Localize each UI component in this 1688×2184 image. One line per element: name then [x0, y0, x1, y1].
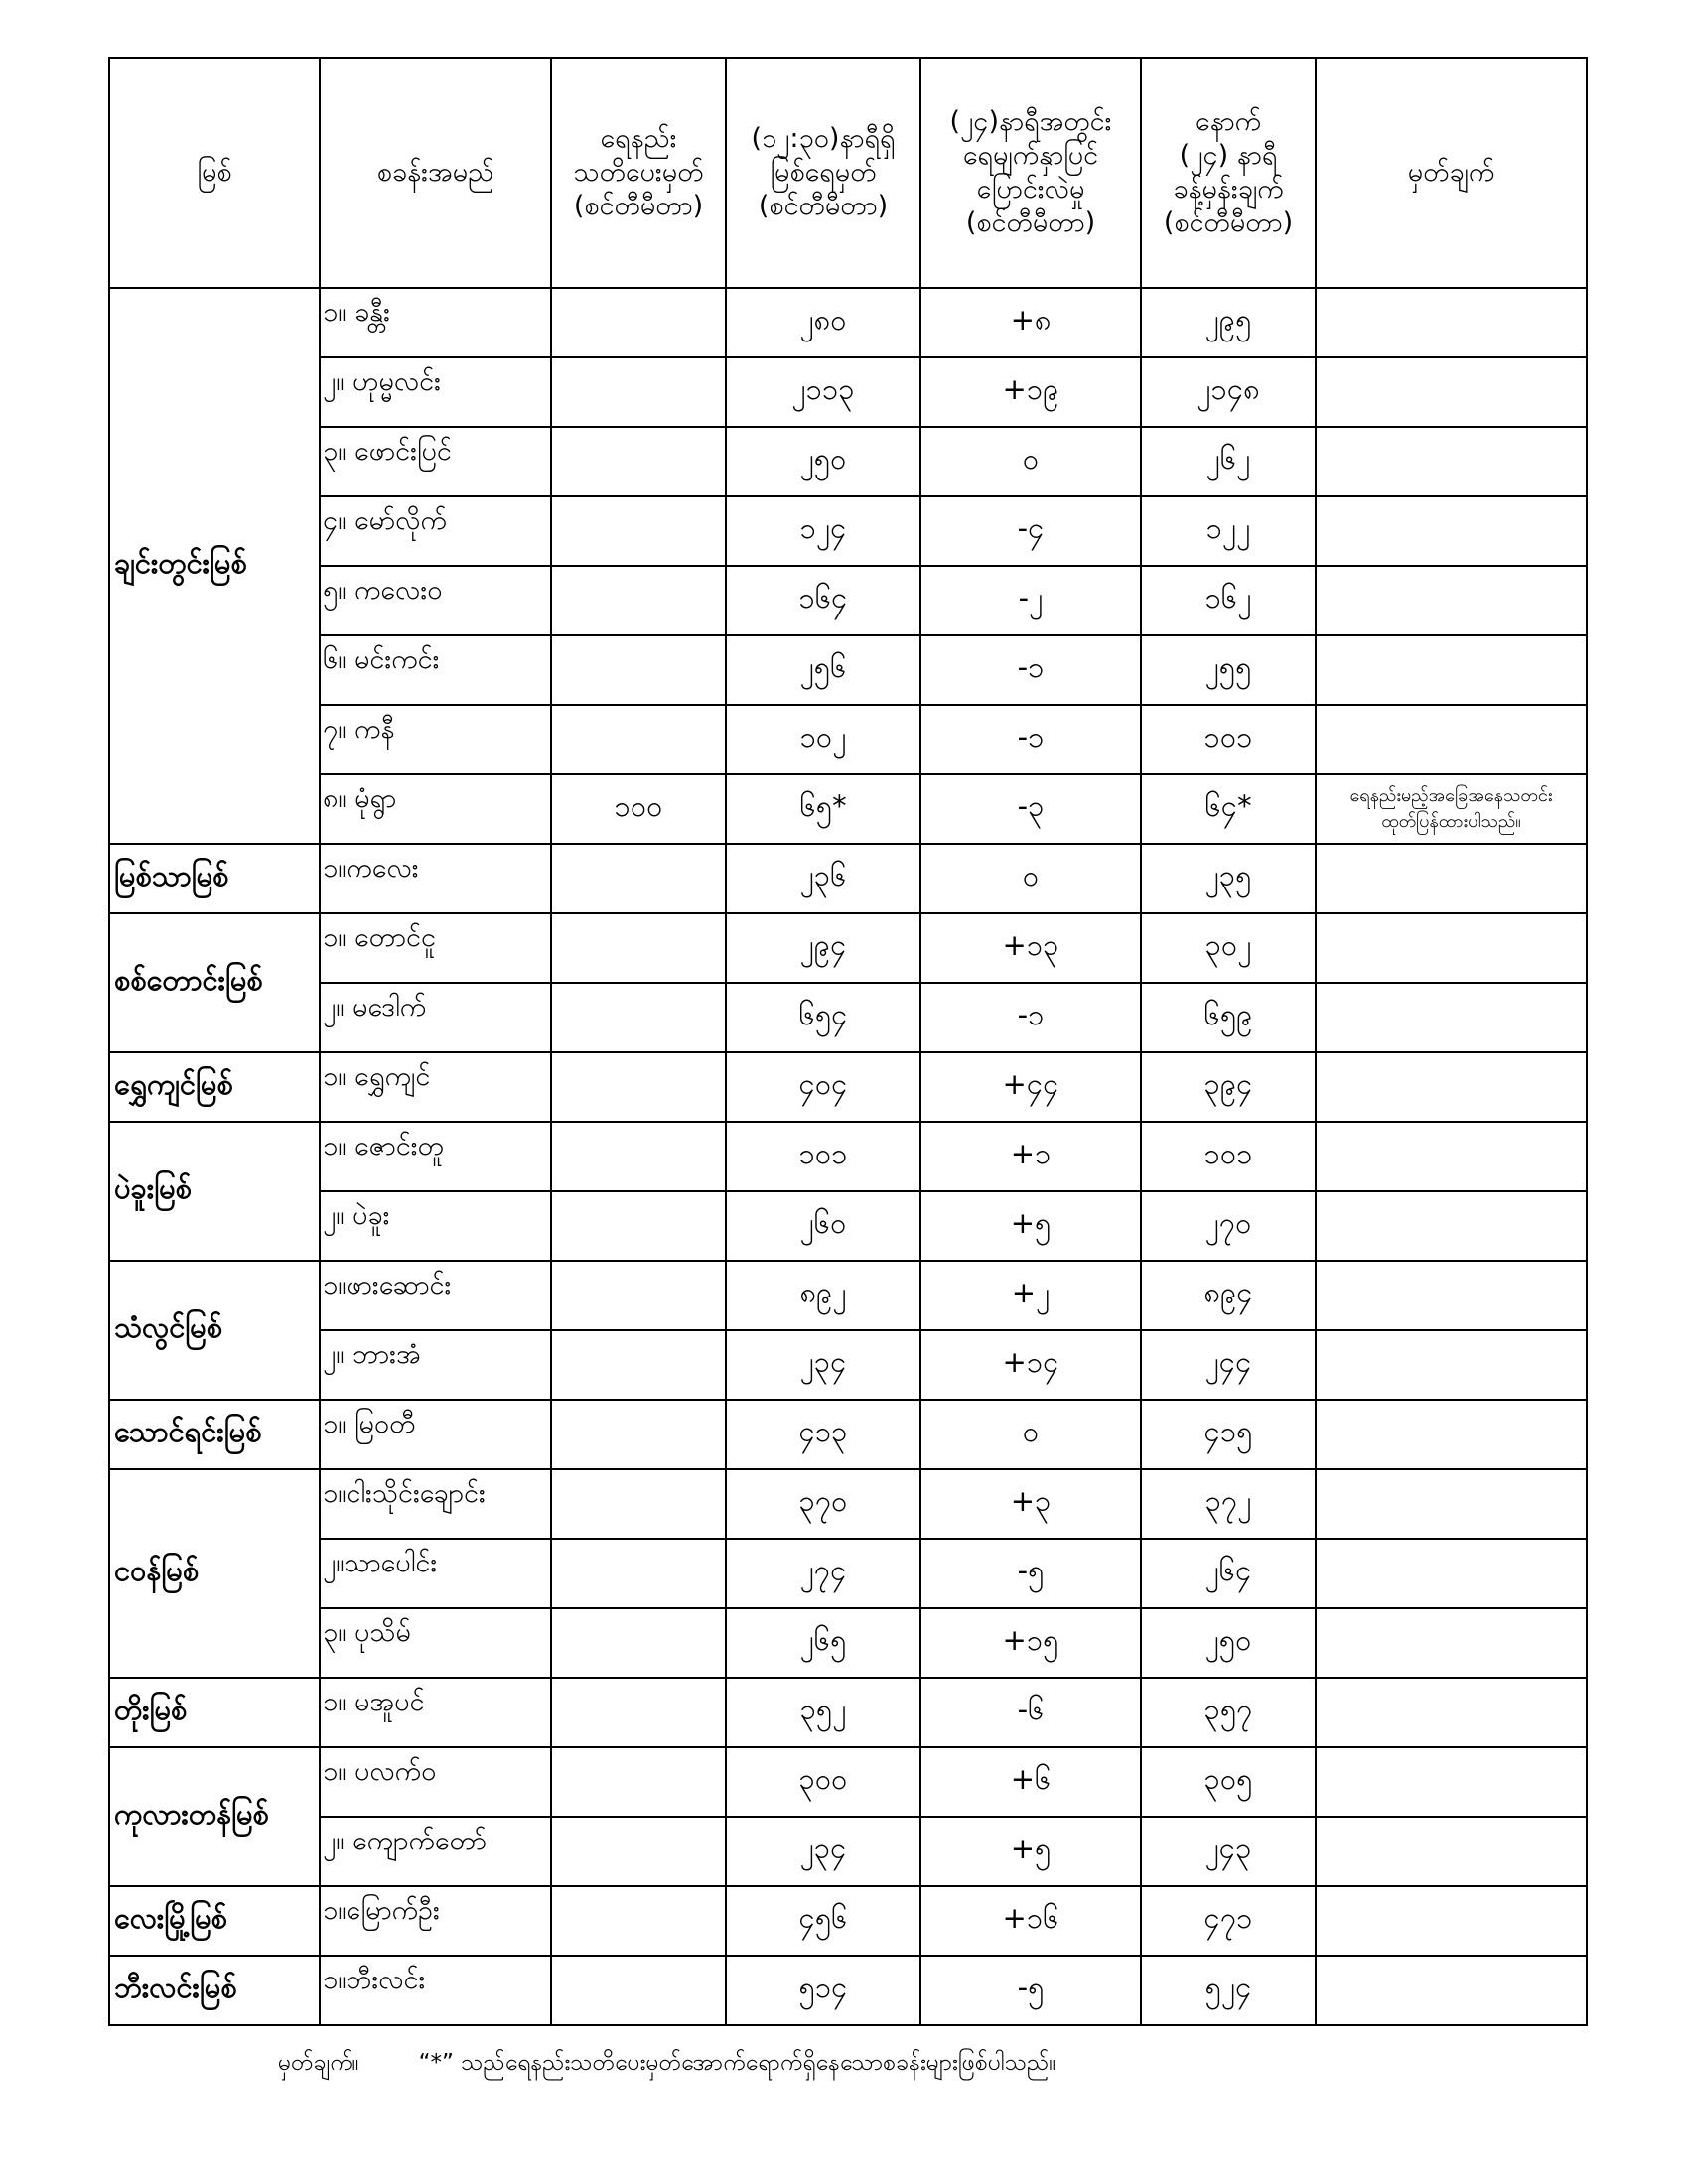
remark	[1316, 288, 1587, 357]
table-row	[109, 1261, 1587, 1330]
remark	[1316, 1747, 1587, 1817]
low-warning-level	[551, 357, 726, 427]
forecast-level: ၄၁၅	[1141, 1400, 1316, 1469]
remark	[1316, 635, 1587, 705]
low-warning-level	[551, 1330, 726, 1400]
forecast-level: ၁၀၁	[1141, 705, 1316, 774]
current-level: ၂၃၆	[726, 844, 920, 913]
level-change: ၀	[920, 1400, 1141, 1469]
low-warning-level	[551, 1817, 726, 1886]
station-name: ၂။သာပေါင်း	[320, 1539, 551, 1608]
low-warning-level	[551, 1678, 726, 1747]
station-name: ၁။မြောက်ဦး	[320, 1886, 551, 1956]
table-row	[109, 1678, 1587, 1747]
current-level: ၂၅၀	[726, 427, 920, 496]
header-remarks: မှတ်ချက်	[1316, 58, 1587, 288]
table-row	[109, 1747, 1587, 1817]
forecast-level: ၂၅၅	[1141, 635, 1316, 705]
table-row	[109, 357, 1587, 427]
river-name: ချင်းတွင်းမြစ်	[109, 288, 320, 844]
station-name: ၄။ မော်လိုက်	[320, 496, 551, 566]
forecast-level: ၃၅၇	[1141, 1678, 1316, 1747]
remark	[1316, 1400, 1587, 1469]
station-name: ၁။ဘီးလင်း	[320, 1956, 551, 2025]
level-change: -၁	[920, 635, 1141, 705]
low-warning-level	[551, 1191, 726, 1261]
forecast-level: ၃၇၂	[1141, 1469, 1316, 1539]
forecast-level: ၂၄၃	[1141, 1817, 1316, 1886]
level-change: +၈	[920, 288, 1141, 357]
table-row	[109, 913, 1587, 983]
current-level: ၃၇၀	[726, 1469, 920, 1539]
table-row	[109, 1539, 1587, 1608]
low-warning-level	[551, 1052, 726, 1122]
remark	[1316, 983, 1587, 1052]
station-name: ၁။ မြဝတီ	[320, 1400, 551, 1469]
station-name: ၁။ မအူပင်	[320, 1678, 551, 1747]
table-row	[109, 1886, 1587, 1956]
low-warning-level	[551, 1886, 726, 1956]
level-change: +၅	[920, 1191, 1141, 1261]
current-level: ၂၇၄	[726, 1539, 920, 1608]
low-warning-level	[551, 1261, 726, 1330]
level-change: -၅	[920, 1539, 1141, 1608]
current-level: ၂၆၀	[726, 1191, 920, 1261]
header-river: မြစ်	[109, 58, 320, 288]
forecast-level: ၄၇၁	[1141, 1886, 1316, 1956]
river-name: မြစ်သာမြစ်	[109, 844, 320, 913]
level-change: +၁၃	[920, 913, 1141, 983]
table-row	[109, 983, 1587, 1052]
table-row	[109, 705, 1587, 774]
station-name: ၁။ ရွှေကျင်	[320, 1052, 551, 1122]
header-24h-change: (၂၄)နာရီအတွင်း ရေမျက်နှာပြင် ပြောင်းလဲမှု (စင်တီမီတာ)	[920, 58, 1141, 288]
level-change: ၀	[920, 844, 1141, 913]
low-warning-level	[551, 1469, 726, 1539]
table-row	[109, 774, 1587, 844]
level-change: +၁၉	[920, 357, 1141, 427]
table-row	[109, 1817, 1587, 1886]
remark	[1316, 496, 1587, 566]
table-row	[109, 288, 1587, 357]
level-change: +၁၅	[920, 1608, 1141, 1678]
level-change: +၂	[920, 1261, 1141, 1330]
level-change: -၅	[920, 1956, 1141, 2025]
river-name: တိုးမြစ်	[109, 1678, 320, 1747]
footnote-text: “*” သည်ရေနည်းသတိပေးမှတ်အောက်ရောက်ရှိနေသောစခန်းများဖြစ်ပါသည်။	[418, 2050, 1056, 2076]
table-row	[109, 496, 1587, 566]
forecast-level: ၃၉၄	[1141, 1052, 1316, 1122]
current-level: ၃၅၂	[726, 1678, 920, 1747]
river-name: ပဲခူးမြစ်	[109, 1122, 320, 1261]
remark	[1316, 357, 1587, 427]
station-name: ၆။ မင်းကင်း	[320, 635, 551, 705]
remark	[1316, 427, 1587, 496]
river-name: သံလွင်မြစ်	[109, 1261, 320, 1400]
header-24h-forecast: နောက် (၂၄) နာရီ ခန့်မှန်းချက် (စင်တီမီတာ)	[1141, 58, 1316, 288]
river-name: လေးမြို့မြစ်	[109, 1886, 320, 1956]
station-name: ၃။ ဖောင်းပြင်	[320, 427, 551, 496]
river-level-table	[108, 57, 1588, 2026]
low-warning-level	[551, 1956, 726, 2025]
remark	[1316, 1261, 1587, 1330]
forecast-level: ၂၅၀	[1141, 1608, 1316, 1678]
forecast-level: ၆၅၉	[1141, 983, 1316, 1052]
current-level: ၂၈၀	[726, 288, 920, 357]
remark	[1316, 844, 1587, 913]
table-row	[109, 844, 1587, 913]
remark	[1316, 1956, 1587, 2025]
current-level: ၄၅၆	[726, 1886, 920, 1956]
station-name: ၇။ ကနီ	[320, 705, 551, 774]
station-name: ၂။ ဘားအံ	[320, 1330, 551, 1400]
table-row	[109, 566, 1587, 635]
table-row	[109, 635, 1587, 705]
forecast-level: ၂၆၂	[1141, 427, 1316, 496]
station-name: ၂။ ကျောက်တော်	[320, 1817, 551, 1886]
station-name: ၃။ ပုသိမ်	[320, 1608, 551, 1678]
forecast-level: ၂၇၀	[1141, 1191, 1316, 1261]
remark	[1316, 1539, 1587, 1608]
low-warning-level	[551, 844, 726, 913]
current-level: ၆၅*	[726, 774, 920, 844]
station-name: ၁။ ခန္တီး	[320, 288, 551, 357]
remark	[1316, 1122, 1587, 1191]
river-name: စစ်တောင်းမြစ်	[109, 913, 320, 1052]
station-name: ၂။ ပဲခူး	[320, 1191, 551, 1261]
forecast-level: ၂၉၅	[1141, 288, 1316, 357]
current-level: ၄၁၃	[726, 1400, 920, 1469]
level-change: -၂	[920, 566, 1141, 635]
level-change: +၅	[920, 1817, 1141, 1886]
table-row	[109, 1608, 1587, 1678]
low-warning-level	[551, 427, 726, 496]
current-level: ၂၉၄	[726, 913, 920, 983]
low-warning-level	[551, 288, 726, 357]
station-name: ၁။ငါးသိုင်းချောင်း	[320, 1469, 551, 1539]
table-row	[109, 427, 1587, 496]
header-station: စခန်းအမည်	[320, 58, 551, 288]
river-name: သောင်ရင်းမြစ်	[109, 1400, 320, 1469]
table-row	[109, 1330, 1587, 1400]
station-name: ၂။ မဒေါက်	[320, 983, 551, 1052]
river-level-report	[108, 57, 1586, 2026]
remark	[1316, 1330, 1587, 1400]
level-change: +၁	[920, 1122, 1141, 1191]
level-change: +၄၄	[920, 1052, 1141, 1122]
station-name: ၁။ ဇောင်းတူ	[320, 1122, 551, 1191]
low-warning-level	[551, 705, 726, 774]
level-change: +၃	[920, 1469, 1141, 1539]
remark	[1316, 1678, 1587, 1747]
current-level: ၁၆၄	[726, 566, 920, 635]
low-warning-level	[551, 1539, 726, 1608]
level-change: -၆	[920, 1678, 1141, 1747]
remark	[1316, 1886, 1587, 1956]
current-level: ၂၁၁၃	[726, 357, 920, 427]
station-name: ၁။ ပလက်ဝ	[320, 1747, 551, 1817]
forecast-level: ၂၄၄	[1141, 1330, 1316, 1400]
low-warning-level	[551, 913, 726, 983]
current-level: ၄၀၄	[726, 1052, 920, 1122]
station-name: ၁။ကလေး	[320, 844, 551, 913]
level-change: +၁၄	[920, 1330, 1141, 1400]
current-level: ၆၅၄	[726, 983, 920, 1052]
header-low-warning: ရေနည်း သတိပေးမှတ် (စင်တီမီတာ)	[551, 58, 726, 288]
station-name: ၅။ ကလေးဝ	[320, 566, 551, 635]
remark	[1316, 1817, 1587, 1886]
level-change: +၆	[920, 1747, 1141, 1817]
forecast-level: ၃၀၂	[1141, 913, 1316, 983]
current-level: ၁၀၁	[726, 1122, 920, 1191]
level-change: -၄	[920, 496, 1141, 566]
level-change: -၃	[920, 774, 1141, 844]
forecast-level: ၂၃၅	[1141, 844, 1316, 913]
table-row	[109, 1400, 1587, 1469]
current-level: ၈၉၂	[726, 1261, 920, 1330]
forecast-level: ၆၄*	[1141, 774, 1316, 844]
forecast-level: ၁၂၂	[1141, 496, 1316, 566]
remark	[1316, 705, 1587, 774]
current-level: ၂၃၄	[726, 1817, 920, 1886]
current-level: ၅၁၄	[726, 1956, 920, 2025]
station-name: ၁။ တောင်ငူ	[320, 913, 551, 983]
station-name: ၈။ မုံရွာ	[320, 774, 551, 844]
header-current-level: (၁၂:၃၀)နာရီရှိ မြစ်ရေမှတ် (စင်တီမီတာ)	[726, 58, 920, 288]
table-row	[109, 1052, 1587, 1122]
current-level: ၃၀၀	[726, 1747, 920, 1817]
forecast-level: ၃၀၅	[1141, 1747, 1316, 1817]
level-change: -၁	[920, 705, 1141, 774]
remark	[1316, 1052, 1587, 1122]
footnote	[278, 2048, 1055, 2082]
station-name: ၂။ ဟုမ္မလင်း	[320, 357, 551, 427]
remark	[1316, 913, 1587, 983]
river-name: ကုလားတန်မြစ်	[109, 1747, 320, 1886]
current-level: ၁၂၄	[726, 496, 920, 566]
forecast-level: ၈၉၄	[1141, 1261, 1316, 1330]
remark: ရေနည်းမည့်အခြေအနေသတင်း ထုတ်ပြန်ထားပါသည်။	[1316, 774, 1587, 844]
remark	[1316, 1191, 1587, 1261]
remark	[1316, 1608, 1587, 1678]
low-warning-level	[551, 566, 726, 635]
current-level: ၂၅၆	[726, 635, 920, 705]
table-row	[109, 1469, 1587, 1539]
table-body	[109, 288, 1587, 2025]
low-warning-level	[551, 1608, 726, 1678]
forecast-level: ၁၆၂	[1141, 566, 1316, 635]
forecast-level: ၁၀၁	[1141, 1122, 1316, 1191]
table-row	[109, 1122, 1587, 1191]
current-level: ၁၀၂	[726, 705, 920, 774]
forecast-level: ၂၆၄	[1141, 1539, 1316, 1608]
low-warning-level	[551, 496, 726, 566]
low-warning-level	[551, 1122, 726, 1191]
current-level: ၂၃၄	[726, 1330, 920, 1400]
remark	[1316, 566, 1587, 635]
forecast-level: ၂၁၄၈	[1141, 357, 1316, 427]
river-name: ငဝန်မြစ်	[109, 1469, 320, 1678]
forecast-level: ၅၂၄	[1141, 1956, 1316, 2025]
current-level: ၂၆၅	[726, 1608, 920, 1678]
low-warning-level	[551, 983, 726, 1052]
remark	[1316, 1469, 1587, 1539]
river-name: ဘီးလင်းမြစ်	[109, 1956, 320, 2025]
level-change: -၁	[920, 983, 1141, 1052]
station-name: ၁။ဖားဆောင်း	[320, 1261, 551, 1330]
river-name: ရွှေကျင်မြစ်	[109, 1052, 320, 1122]
header-row	[109, 58, 1587, 288]
footnote-label: မှတ်ချက်။	[278, 2050, 359, 2076]
low-warning-level	[551, 635, 726, 705]
table-row	[109, 1956, 1587, 2025]
low-warning-level	[551, 1747, 726, 1817]
level-change: ၀	[920, 427, 1141, 496]
table-row	[109, 1191, 1587, 1261]
level-change: +၁၆	[920, 1886, 1141, 1956]
low-warning-level	[551, 1400, 726, 1469]
low-warning-level: ၁၀၀	[551, 774, 726, 844]
